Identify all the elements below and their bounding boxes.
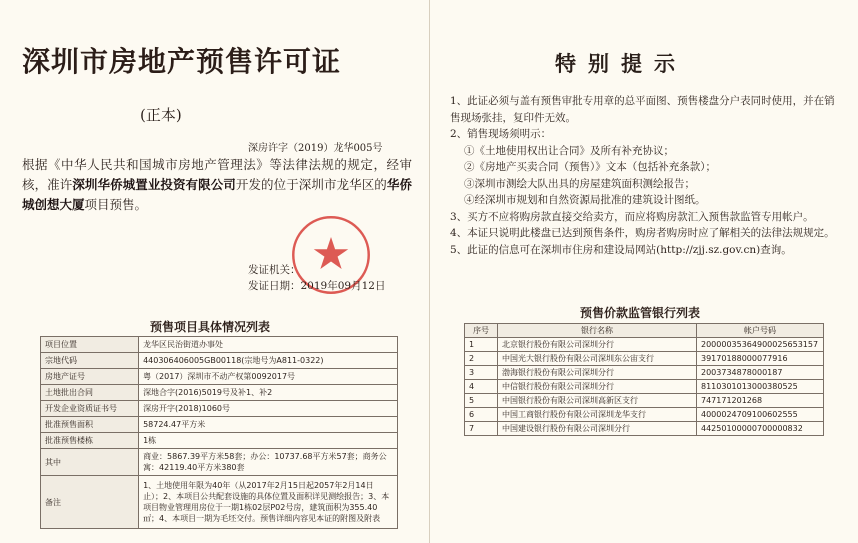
bank-table-row [465, 394, 824, 408]
paragraph-text: 开发的位于深圳市龙华区的 [235, 177, 387, 192]
bank-row-index: 1 [465, 338, 498, 352]
bank-row-index: 5 [465, 394, 498, 408]
bank-name: 中国光大银行股份有限公司深圳东公宙支行 [498, 352, 697, 366]
project-table [40, 336, 398, 529]
project-table-row [41, 449, 398, 476]
notice-item: 3、买方不应将购房款直接交给卖方，而应将购房款汇入预售款监管专用帐户。 [450, 210, 814, 223]
bank-row-index: 2 [465, 352, 498, 366]
project-field-label: 项目位置 [41, 337, 139, 353]
bank-account-number: 747171201268 [697, 394, 824, 408]
bank-col-header: 帐户号码 [697, 324, 824, 338]
project-field-value: 粤（2017）深圳市不动产权第0092017号 [139, 369, 398, 385]
project-table-row [41, 417, 398, 433]
bank-row-index: 7 [465, 422, 498, 436]
certificate-number: 深房许字（2019）龙华005号 [248, 143, 383, 154]
bank-col-header: 序号 [465, 324, 498, 338]
bank-table-row [465, 366, 824, 380]
paragraph-text: 根据《中华人民共和国城市房地产管理法》等法律法规的规定，经审核，准许 [22, 157, 412, 192]
project-field-label: 宗地代码 [41, 353, 139, 369]
issuer-label: 发证机关： [248, 264, 301, 276]
notice-item: 2、销售现场须明示： [450, 128, 552, 140]
project-field-label: 批准预售面积 [41, 417, 139, 433]
bank-table-row [465, 338, 824, 352]
project-table-row [41, 401, 398, 417]
notice-item: 1、此证必须与盖有预售审批专用章的总平面图、预售楼盘分户表同时使用，并在销售现场张挂，复印件无效。 [450, 95, 835, 124]
notice-item: ①《土地使用权出让合同》及所有补充协议； [464, 144, 674, 157]
project-table-row [41, 369, 398, 385]
project-field-label: 批准预售楼栋 [41, 433, 139, 449]
bank-table-row [465, 422, 824, 436]
bank-table-row [465, 352, 824, 366]
certificate-title: 深圳市房地产预售许可证 [22, 45, 342, 78]
project-table-row [41, 476, 398, 529]
project-field-value: 1、土地使用年限为40年（从2017年2月15日起2057年2月14日止）；2、本项目公共配套设施的具体位置及面积详见测绘报告；3、本项目物业管理用房位于一期1栋02层P02号房，建筑面积为355.40㎡；4、本项目一期为毛坯交付。预售详细内容见本证的附图及附表 [139, 476, 398, 529]
project-field-value: 商业：5867.39平方米58套；办公：10737.68平方米57套；商务公寓：42119.40平方米380套 [139, 449, 398, 476]
project-table-title: 预售项目具体情况列表 [150, 320, 271, 334]
bank-table-row [465, 408, 824, 422]
project-field-value: 440306406005GB00118(宗地号为A811-0322) [139, 353, 398, 369]
bank-row-index: 6 [465, 408, 498, 422]
bank-table-title: 预售价款监管银行列表 [580, 306, 701, 320]
bank-name: 中信银行股份有限公司深圳分行 [498, 380, 697, 394]
project-table-row [41, 433, 398, 449]
issuer-block [248, 262, 385, 294]
project-name: 华侨城创想大厦 [22, 177, 412, 212]
notice-item: ③深圳市测绘大队出具的房屋建筑面积测绘报告； [464, 177, 695, 190]
notice-item: 5、此证的信息可在深圳市住房和建设局网站(http://zjj.sz.gov.cn)查询。 [450, 243, 792, 256]
project-field-label: 土地批出合同 [41, 385, 139, 401]
project-field-value: 龙华区民治街道办事处 [139, 337, 398, 353]
project-field-value: 1栋 [139, 433, 398, 449]
certificate-paragraph [22, 155, 412, 215]
notice-list [450, 93, 840, 258]
bank-table [464, 323, 824, 436]
paragraph-text: 项目预售。 [84, 197, 148, 212]
project-table-row [41, 337, 398, 353]
project-field-label: 备注 [41, 476, 139, 529]
project-field-value: 58724.47平方米 [139, 417, 398, 433]
certificate-notes-page [430, 0, 858, 543]
bank-row-index: 3 [465, 366, 498, 380]
notice-item: ④经深圳市规划和自然资源局批准的建筑设计图纸。 [464, 194, 706, 206]
bank-account-number: 4000024709100602555 [697, 408, 824, 422]
project-field-label: 开发企业资质证书号 [41, 401, 139, 417]
issue-date: 发证日期：2019年09月12日 [248, 280, 386, 292]
notice-item: ②《房地产买卖合同（预售）》文本（包括补充条款）； [464, 161, 716, 173]
project-table-row [41, 385, 398, 401]
bank-row-index: 4 [465, 380, 498, 394]
bank-name: 中国银行股份有限公司深圳高新区支行 [498, 394, 697, 408]
developer-name: 深圳华侨城置业投资有限公司 [72, 177, 236, 192]
bank-account-number: 8110301013000380525 [697, 380, 824, 394]
notice-item: 4、本证只说明此楼盘已达到预售条件，购房者购房时应了解相关的法律法规规定。 [450, 227, 835, 239]
bank-col-header: 银行名称 [498, 324, 697, 338]
bank-name: 中国工商银行股份有限公司深圳龙华支行 [498, 408, 697, 422]
special-notice-title: 特别提示 [555, 51, 687, 76]
bank-account-number: 2003734878000187 [697, 366, 824, 380]
bank-account-number: 39170188000077916 [697, 352, 824, 366]
project-field-value: 深房开字(2018)1060号 [139, 401, 398, 417]
project-table-row [41, 353, 398, 369]
project-field-value: 深地合字(2016)5019号及补1、补2 [139, 385, 398, 401]
bank-account-number: 44250100000700000832 [697, 422, 824, 436]
bank-name: 渤海银行股份有限公司深圳分行 [498, 366, 697, 380]
bank-name: 北京银行股份有限公司深圳分行 [498, 338, 697, 352]
bank-account-number: 20000035364900025653157 [697, 338, 824, 352]
bank-table-row [465, 380, 824, 394]
bank-name: 中国建设银行股份有限公司深圳分行 [498, 422, 697, 436]
project-field-label: 房地产证号 [41, 369, 139, 385]
certificate-subtitle: (正本) [140, 106, 182, 124]
project-field-label: 其中 [41, 449, 139, 476]
